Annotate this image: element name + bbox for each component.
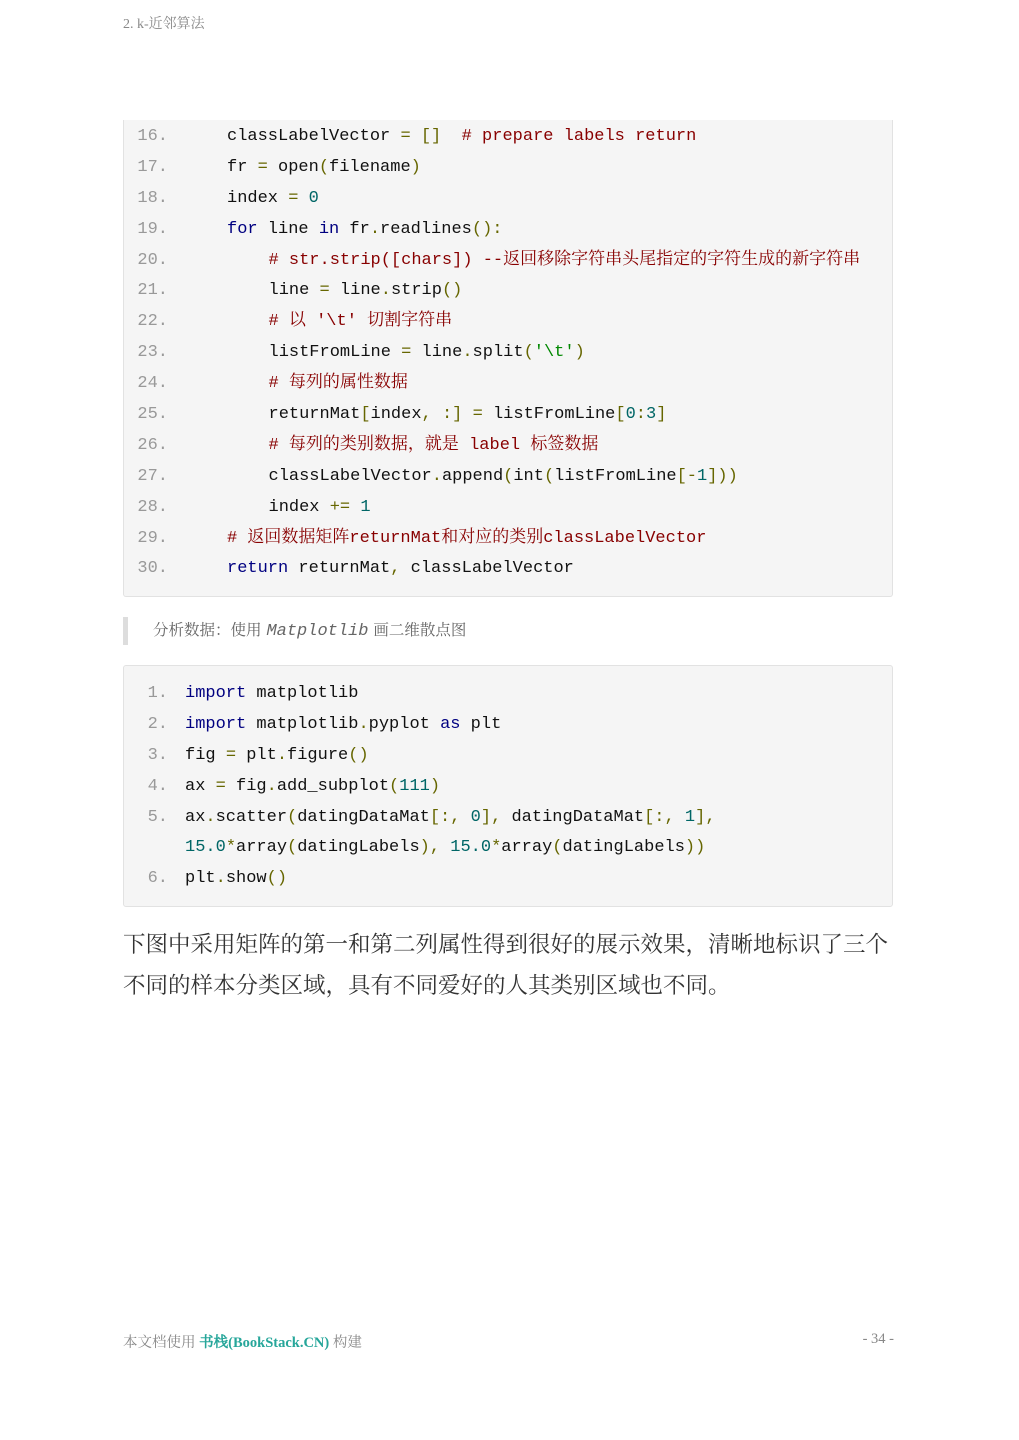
code-token: () (441, 281, 463, 301)
code-token: * (491, 838, 502, 858)
line-number: 27. (137, 466, 168, 486)
code-token: # 每列的属性数据 (268, 374, 408, 394)
code-token: . (205, 807, 216, 827)
code-text (269, 462, 738, 493)
code-line (124, 215, 892, 246)
code-token: , (390, 559, 401, 579)
quote-prefix: 分析数据：使用 (153, 621, 267, 639)
code-line (124, 276, 892, 307)
code-line (124, 833, 892, 864)
code-token: (): (471, 219, 503, 239)
code-text (269, 493, 371, 524)
code-token: # str.strip([chars]) --返回移除字符串头尾指定的字符生成的新字符串 (268, 250, 861, 270)
code-token: = (215, 776, 226, 796)
code-token: fr (339, 219, 370, 239)
code-token: plt (236, 745, 277, 765)
code-token: as (440, 714, 461, 734)
code-text (227, 153, 421, 184)
code-line (124, 307, 892, 338)
code-token: fig (225, 776, 267, 796)
line-number: 5. (147, 807, 168, 827)
code-line (124, 431, 892, 462)
code-line (124, 184, 892, 215)
code-line (124, 400, 892, 431)
code-token: line (257, 219, 319, 239)
code-token: # 每列的类别数据，就是 label 标签数据 (268, 435, 599, 455)
code-token: ax (185, 776, 216, 796)
code-token: = (400, 127, 411, 146)
code-token: ( (543, 466, 555, 486)
code-token: . (380, 281, 391, 301)
code-token: datingDataMat (501, 807, 645, 827)
code-text (227, 554, 574, 585)
code-token: 15.0 (185, 838, 226, 858)
footer-suffix: 构建 (329, 1335, 362, 1351)
line-number: 1. (147, 684, 168, 703)
code-token: # 以 '\t' 切割字符串 (268, 312, 453, 332)
code-token (462, 405, 472, 424)
code-token: [ (360, 405, 371, 425)
code-token: ( (503, 466, 514, 486)
code-text (185, 833, 705, 864)
code-token: . (276, 745, 288, 765)
code-line (124, 554, 892, 585)
code-token: filename (329, 157, 411, 177)
code-token: '\t' (533, 343, 575, 363)
code-token: = (319, 281, 330, 301)
code-token: import (185, 714, 247, 734)
code-token: [- (676, 466, 697, 486)
code-token: = (257, 157, 268, 177)
code-line (124, 493, 892, 524)
code-token: ( (287, 807, 298, 827)
code-line (124, 246, 892, 277)
line-number: 4. (147, 776, 168, 796)
code-token: ( (287, 838, 298, 858)
code-token: ( (389, 776, 400, 796)
code-token: ax (185, 807, 206, 827)
code-token: [] (420, 127, 442, 146)
code-token: [:, (429, 807, 471, 827)
line-number: 24. (137, 374, 168, 394)
code-token (440, 838, 450, 857)
code-token: for (227, 219, 258, 239)
line-number: 26. (137, 435, 168, 455)
code-token: . (431, 466, 442, 486)
line-number: 23. (137, 343, 168, 363)
code-text (185, 679, 358, 710)
code-token: index (370, 405, 422, 425)
code-token: : (635, 405, 646, 425)
code-token: index (268, 497, 330, 517)
code-token: 1 (360, 497, 371, 517)
code-text (185, 710, 501, 741)
code-token: ])) (707, 466, 738, 486)
code-token: . (462, 343, 473, 363)
code-token: ) (410, 157, 421, 177)
code-token: show (225, 869, 267, 889)
code-token: . (266, 776, 277, 796)
line-number: 16. (137, 127, 168, 146)
code-token: 1 (697, 466, 708, 486)
code-text (269, 276, 463, 307)
code-token: = (472, 405, 483, 425)
code-token: line (329, 281, 381, 301)
code-token (298, 189, 308, 208)
code-token: () (348, 745, 369, 765)
code-token: return (227, 559, 289, 579)
code-text (227, 184, 319, 215)
code-token (411, 127, 421, 146)
code-token: )) (684, 838, 706, 858)
line-number: 22. (137, 312, 168, 332)
code-block-scatter-plot (123, 665, 893, 907)
code-line (124, 864, 892, 895)
code-line (124, 122, 892, 153)
code-token: matplotlib (246, 714, 359, 734)
code-text (269, 338, 585, 369)
code-token: 0 (308, 188, 319, 208)
code-token: figure (287, 745, 349, 765)
footer-credit (123, 1331, 362, 1352)
code-text (269, 369, 408, 400)
footer-prefix: 本文档使用 (123, 1335, 200, 1351)
code-block-load-data (123, 120, 893, 597)
code-token: . (369, 219, 381, 239)
line-number: 30. (137, 559, 168, 579)
code-token: ( (318, 157, 330, 177)
line-number: 29. (137, 528, 168, 548)
line-number: 28. (137, 497, 168, 517)
code-token: classLabelVector (400, 559, 574, 579)
running-header: 2. k-近邻算法 (123, 17, 205, 32)
code-token: int (513, 466, 544, 486)
code-line (124, 369, 892, 400)
page-number: - 34 - (862, 1331, 894, 1347)
line-number: 21. (137, 281, 168, 301)
code-token: readlines (380, 219, 472, 239)
code-token: returnMat (268, 405, 361, 425)
code-token: ( (552, 838, 563, 858)
code-text (227, 215, 502, 246)
code-token: plt (460, 714, 502, 734)
code-token: append (441, 466, 504, 486)
code-token: open (267, 157, 319, 177)
code-token: = (225, 745, 237, 765)
code-token: . (215, 869, 226, 889)
code-text (185, 741, 369, 772)
code-line (124, 524, 892, 555)
code-text (269, 307, 453, 338)
code-token: = (401, 343, 412, 363)
code-token: fig (185, 745, 226, 765)
code-text (185, 864, 287, 895)
code-token: datingLabels (297, 838, 420, 858)
code-token: , :] (421, 405, 463, 425)
code-token: [ (615, 405, 626, 425)
code-token: add_subplot (276, 776, 390, 796)
blockquote-analysis-step (123, 617, 893, 645)
code-token: ], (695, 807, 716, 827)
code-text (185, 772, 440, 803)
code-token: line (268, 281, 320, 301)
code-token: ] (656, 405, 667, 425)
code-token: ], (480, 807, 502, 827)
code-token: array (501, 838, 553, 858)
code-token: # prepare labels return (461, 127, 697, 146)
code-token: array (236, 838, 288, 858)
code-token: index (227, 188, 289, 208)
code-token: returnMat (288, 559, 391, 579)
code-token: 0 (470, 807, 481, 827)
code-token (441, 127, 461, 146)
bookstack-link[interactable]: 书栈(BookStack.CN) (199, 1335, 330, 1351)
code-token: line (411, 343, 463, 363)
code-text (269, 431, 599, 462)
code-text (227, 122, 696, 153)
code-token: pyplot (368, 714, 441, 734)
line-number: 25. (137, 405, 168, 425)
code-line (124, 462, 892, 493)
code-token: [:, (644, 807, 685, 827)
code-line (124, 679, 892, 710)
code-token: classLabelVector (227, 127, 401, 146)
code-token (350, 498, 360, 517)
quote-suffix: 画二维散点图 (368, 621, 467, 639)
code-text (269, 400, 667, 431)
code-token: ( (523, 343, 534, 363)
code-token: . (358, 714, 369, 734)
line-number: 6. (147, 869, 168, 889)
code-token: 111 (399, 776, 430, 796)
line-number: 18. (137, 188, 168, 208)
code-token: plt (185, 869, 216, 889)
code-token: scatter (215, 807, 288, 827)
code-text (227, 524, 706, 555)
code-token: strip (390, 281, 442, 301)
code-token: fr (227, 157, 258, 177)
code-line (124, 741, 892, 772)
code-token: * (225, 838, 237, 858)
code-line (124, 710, 892, 741)
line-number: 3. (147, 745, 168, 765)
line-number: 17. (137, 157, 168, 177)
code-token: ) (574, 343, 585, 363)
code-token: # 返回数据矩阵returnMat和对应的类别classLabelVector (227, 528, 707, 548)
code-token: datingDataMat (297, 807, 430, 827)
code-text (269, 246, 861, 277)
code-token: 0 (625, 405, 636, 425)
body-paragraph: 下图中采用矩阵的第一和第二列属性得到很好的展示效果，清晰地标识了三个不同的样本分类区域，具有不同爱好的人其类别区域也不同。 (123, 932, 889, 999)
code-line (124, 338, 892, 369)
code-line (124, 772, 892, 803)
code-token: import (185, 684, 247, 703)
line-number: 20. (137, 250, 168, 270)
code-line (124, 153, 892, 184)
code-token: += (329, 497, 351, 517)
code-token: 3 (646, 405, 657, 425)
code-token: = (288, 188, 299, 208)
code-token: listFromLine (482, 405, 616, 425)
line-number: 2. (147, 714, 168, 734)
code-token: listFromLine (554, 466, 677, 486)
code-token: 1 (684, 807, 696, 827)
quote-emphasis: Matplotlib (266, 622, 369, 641)
code-token: listFromLine (268, 343, 402, 363)
code-token: classLabelVector (268, 466, 432, 486)
code-text (185, 803, 716, 834)
code-token: datingLabels (562, 838, 685, 858)
code-token: matplotlib (246, 684, 359, 703)
code-token: split (472, 343, 524, 363)
line-number: 19. (137, 219, 168, 239)
code-token: 15.0 (450, 838, 492, 858)
code-token: () (266, 869, 288, 889)
code-token: in (318, 219, 340, 239)
code-token: ), (419, 838, 441, 858)
code-token: ) (429, 776, 441, 796)
code-line (124, 803, 892, 834)
